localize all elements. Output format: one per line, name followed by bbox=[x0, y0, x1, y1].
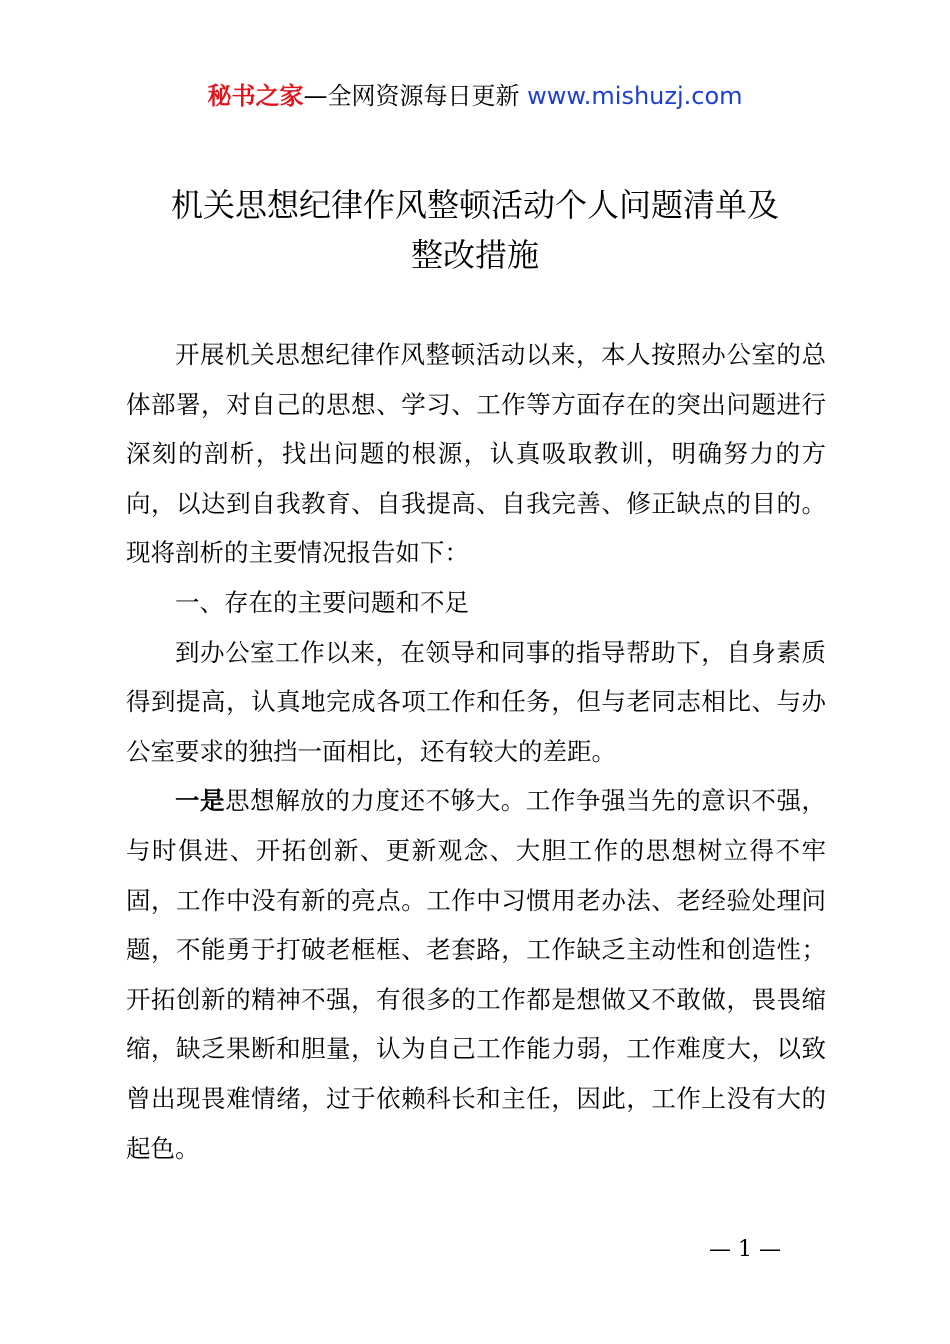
document-body bbox=[126, 330, 826, 1173]
brand-name: 秘书之家 bbox=[207, 82, 304, 110]
section-heading: 一、存在的主要问题和不足 bbox=[175, 587, 469, 617]
paragraph-overview: 到办公室工作以来，在领导和同事的指导帮助下，自身素质得到提高，认真地完成各项工作和任务，但与老同志相比、与办公室要求的独挡一面相比，还有较大的差距。 bbox=[126, 637, 826, 766]
site-header bbox=[0, 78, 950, 114]
point-one-text: 思想解放的力度还不够大。工作争强当先的意识不强，与时俱进、开拓创新、更新观念、大胆工作的思想树立得不牢固，工作中没有新的亮点。工作中习惯用老办法、老经验处理问题，不能勇于打破老框框、老套路，工作缺乏主动性和创造性；开拓创新的精神不强，有很多的工作都是想做又不敢做，畏畏缩缩，缺乏果断和胆量，认为自己工作能力弱，工作难度大，以致曾出现畏难情绪，过于依赖科长和主任，因此，工作上没有大的起色。 bbox=[126, 786, 827, 1163]
document-title-line-1: 机关思想纪律作风整顿活动个人问题清单及 bbox=[170, 186, 779, 224]
paragraph-intro: 开展机关思想纪律作风整顿活动以来，本人按照办公室的总体部署，对自己的思想、学习、工作等方面存在的突出问题进行深刻的剖析，找出问题的根源，认真吸取教训，明确努力的方向，以达到自我教育、自我提高、自我完善、修正缺点的目的。现将剖析的主要情况报告如下： bbox=[126, 340, 826, 568]
document-title-line-2: 整改措施 bbox=[410, 236, 539, 274]
header-tagline: —全网资源每日更新 bbox=[303, 82, 528, 110]
point-one-lead: 一是 bbox=[175, 786, 226, 816]
page-number: — 1 — bbox=[709, 1237, 781, 1262]
site-url-link[interactable]: www.mishuzj.com bbox=[527, 82, 743, 110]
paragraph-point-one bbox=[126, 776, 826, 1173]
document-title bbox=[100, 180, 850, 280]
